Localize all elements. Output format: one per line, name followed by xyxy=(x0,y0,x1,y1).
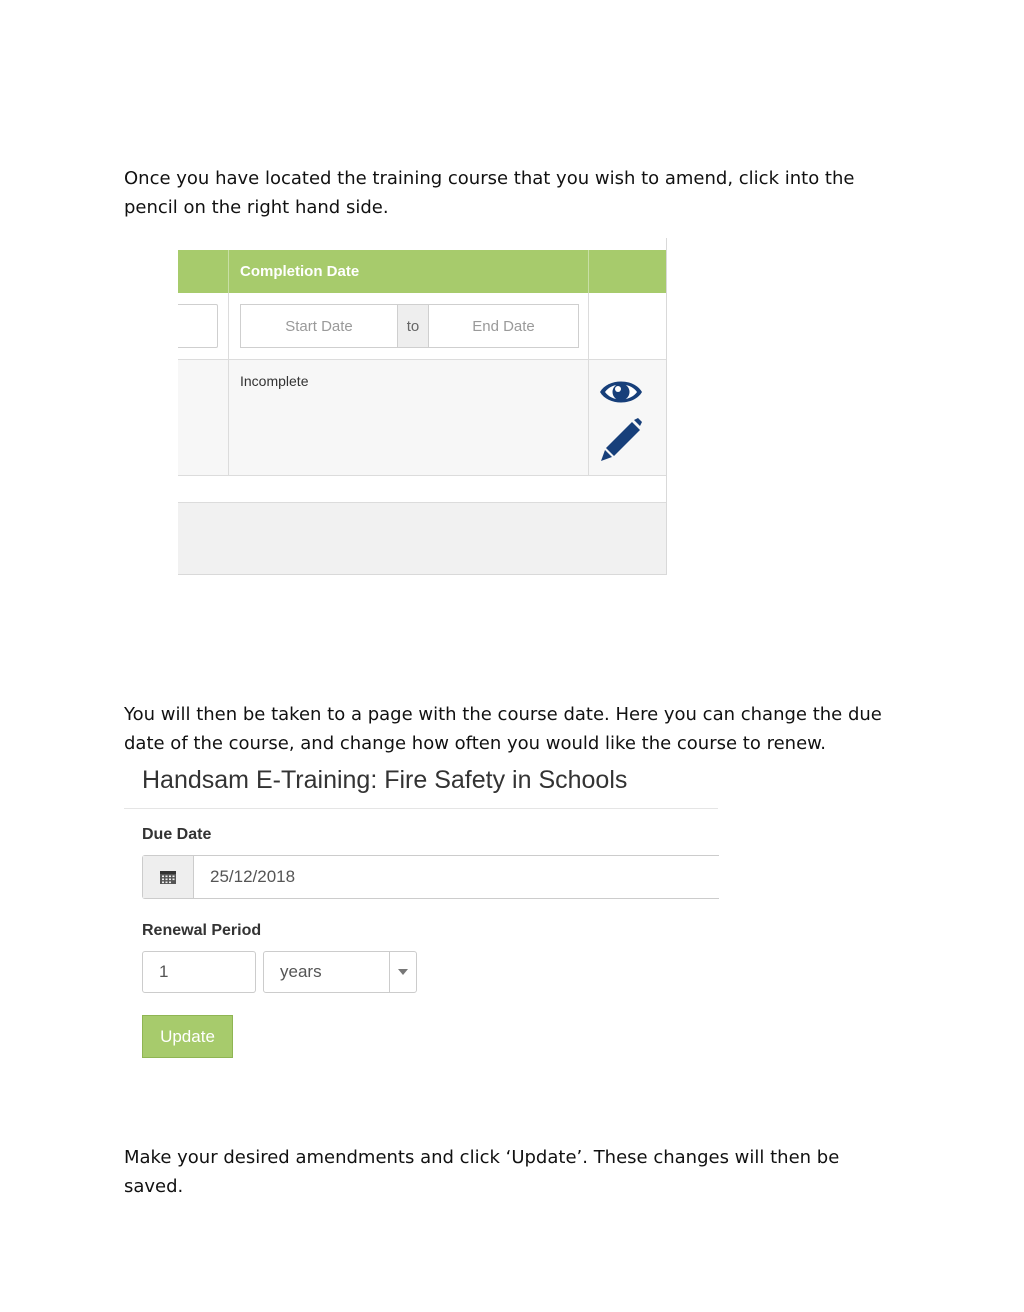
due-date-label: Due Date xyxy=(142,826,212,843)
course-table-screenshot xyxy=(178,238,667,575)
header-divider xyxy=(588,250,589,293)
renewal-period-label: Renewal Period xyxy=(142,922,262,939)
page-title: Handsam E-Training: Fire Safety in Schools xyxy=(142,766,628,794)
header-divider xyxy=(228,250,229,293)
due-date-input[interactable]: 25/12/2018 xyxy=(210,867,296,886)
completion-date-header: Completion Date xyxy=(240,263,360,280)
start-date-input[interactable]: Start Date xyxy=(285,317,353,335)
renewal-number-input[interactable]: 1 xyxy=(142,951,256,993)
pencil-icon[interactable] xyxy=(598,418,644,467)
table-row xyxy=(178,476,666,503)
instruction-step-3: Make your desired amendments and click ‘Update’. These changes will then be saved. xyxy=(124,1147,840,1197)
edit-course-screenshot xyxy=(124,756,718,1062)
due-date-field[interactable] xyxy=(142,855,719,899)
calendar-icon[interactable] xyxy=(143,856,194,898)
column-divider xyxy=(228,360,229,475)
column-divider xyxy=(588,360,589,475)
eye-icon[interactable] xyxy=(598,374,644,415)
instruction-step-1: Once you have located the training course that you wish to amend, click into the pencil on the right hand side. xyxy=(124,168,855,218)
title-divider xyxy=(124,808,718,809)
previous-column-filter-input[interactable] xyxy=(178,304,218,348)
to-label: to xyxy=(397,305,429,347)
table-footer xyxy=(178,503,666,574)
renewal-unit-value: years xyxy=(280,962,322,981)
completion-status: Incomplete xyxy=(240,373,309,389)
renewal-unit-select[interactable] xyxy=(263,951,417,993)
end-date-input[interactable]: End Date xyxy=(472,317,535,335)
update-button[interactable]: Update xyxy=(142,1015,233,1058)
chevron-down-icon[interactable] xyxy=(389,952,416,992)
instruction-step-2: You will then be taken to a page with the course date. Here you can change the due date of the course, and change how often you would like the course to renew. xyxy=(124,704,882,754)
table-top-edge xyxy=(178,238,667,250)
completion-date-filter xyxy=(240,304,579,348)
